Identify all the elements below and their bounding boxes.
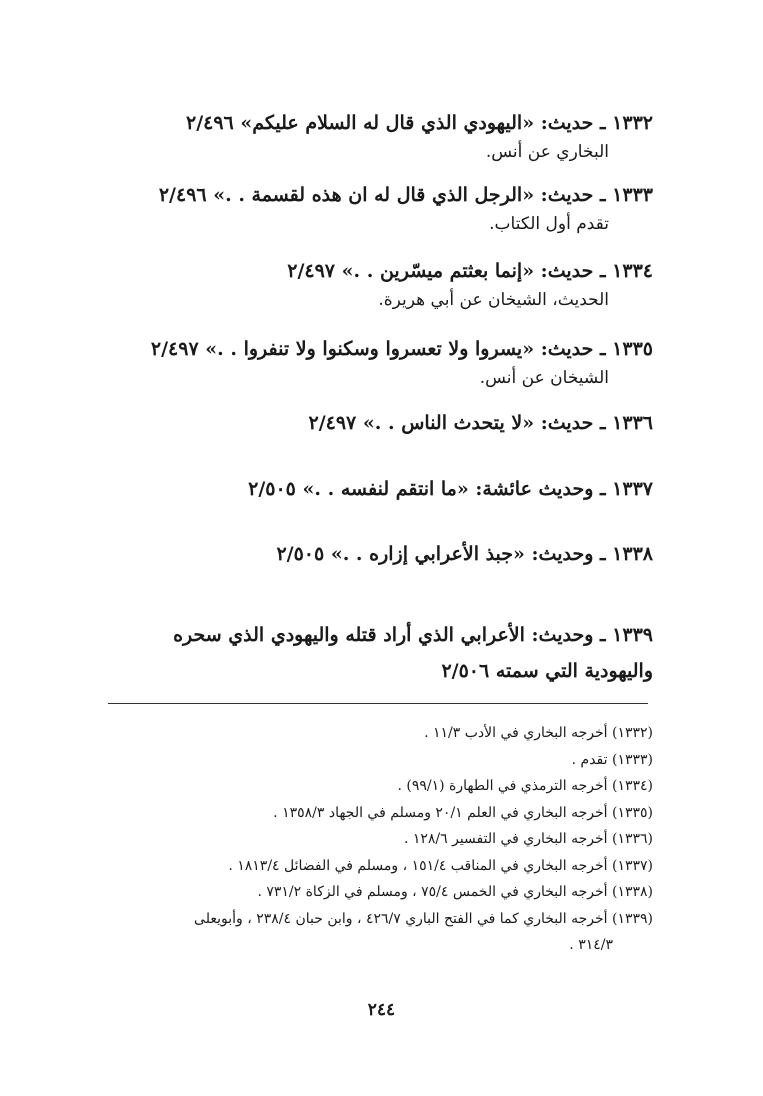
- footnote-1339: (١٣٣٩) أخرجه البخاري كما في الفتح الباري ٤٢٦/٧ ، وابن حبان ٢٣٨/٤ ، وأبويعلى: [194, 910, 653, 927]
- entry-heading: ١٣٣٤ ـ حديث: «إنما بعثتم ميسّرين . .» ٢/٤٩٧: [287, 260, 653, 282]
- footnote-1337: (١٣٣٧) أخرجه البخاري في المناقب ١٥١/٤ ، ومسلم في الفضائل ١٨١٣/٤ .: [228, 857, 653, 874]
- entry-heading: ١٣٣٩ ـ وحديث: الأعرابي الذي أراد قتله واليهودي الذي سحره واليهودية التي سمته ٢/٥٠٦: [173, 624, 653, 682]
- entry-heading: ١٣٣٢ ـ حديث: «اليهودي الذي قال له السلام عليكم» ٢/٤٩٦: [185, 112, 653, 134]
- entry-1332: [93, 108, 653, 166]
- entry-note: البخاري عن أنس.: [485, 142, 609, 162]
- footnote-1334: (١٣٣٤) أخرجه الترمذي في الطهارة (٩٩/١) .: [397, 778, 653, 794]
- entry-heading: ١٣٣٧ ـ وحديث عائشة: «ما انتقم لنفسه . .» ٢/٥٠٥: [248, 478, 653, 500]
- entry-note: تقدم أول الكتاب.: [489, 214, 609, 234]
- page-number: ٢٤٤: [367, 1000, 396, 1020]
- footnotes: [108, 720, 653, 959]
- footnote-1339-continuation: ٣١٤/٣ .: [569, 937, 613, 953]
- entry-1337: [93, 474, 653, 504]
- entry-1334: [93, 256, 653, 314]
- footnote-1335: (١٣٣٥) أخرجه البخاري في العلم ٢٠/١ ومسلم في الجهاد ١٣٥٨/٣ .: [273, 804, 653, 821]
- entry-1335: [93, 334, 653, 392]
- footnote-1338: (١٣٣٨) أخرجه البخاري في الخمس ٧٥/٤ ، ومسلم في الزكاة ٧٣١/٢ .: [257, 884, 653, 900]
- entry-note: الحديث، الشيخان عن أبي هريرة.: [378, 290, 609, 310]
- entry-1336: [93, 408, 653, 438]
- footnote-1336: (١٣٣٦) أخرجه البخاري في التفسير ١٢٨/٦ .: [403, 831, 653, 847]
- entry-heading: ١٣٣٦ ـ حديث: «لا يتحدث الناس . .» ٢/٤٩٧: [308, 412, 653, 434]
- entry-1338: [93, 539, 653, 569]
- footnote-divider: [108, 703, 648, 704]
- footnote-1333: (١٣٣٣) تقدم .: [571, 751, 653, 768]
- entry-heading: ١٣٣٣ ـ حديث: «الرجل الذي قال له ان هذه لقسمة . .» ٢/٤٩٦: [158, 184, 653, 206]
- entry-heading: ١٣٣٥ ـ حديث: «يسروا ولا تعسروا وسكنوا ولا تنفروا . .» ٢/٤٩٧: [150, 338, 653, 360]
- entry-heading: ١٣٣٨ ـ وحديث: «جبذ الأعرابي إزاره . .» ٢/٥٠٥: [276, 543, 653, 565]
- entry-1339: [105, 617, 653, 689]
- footnote-1332: (١٣٣٢) أخرجه البخاري في الأدب ١١/٣ .: [424, 725, 653, 741]
- entry-1333: [93, 180, 653, 238]
- entry-note: الشيخان عن أنس.: [479, 368, 609, 388]
